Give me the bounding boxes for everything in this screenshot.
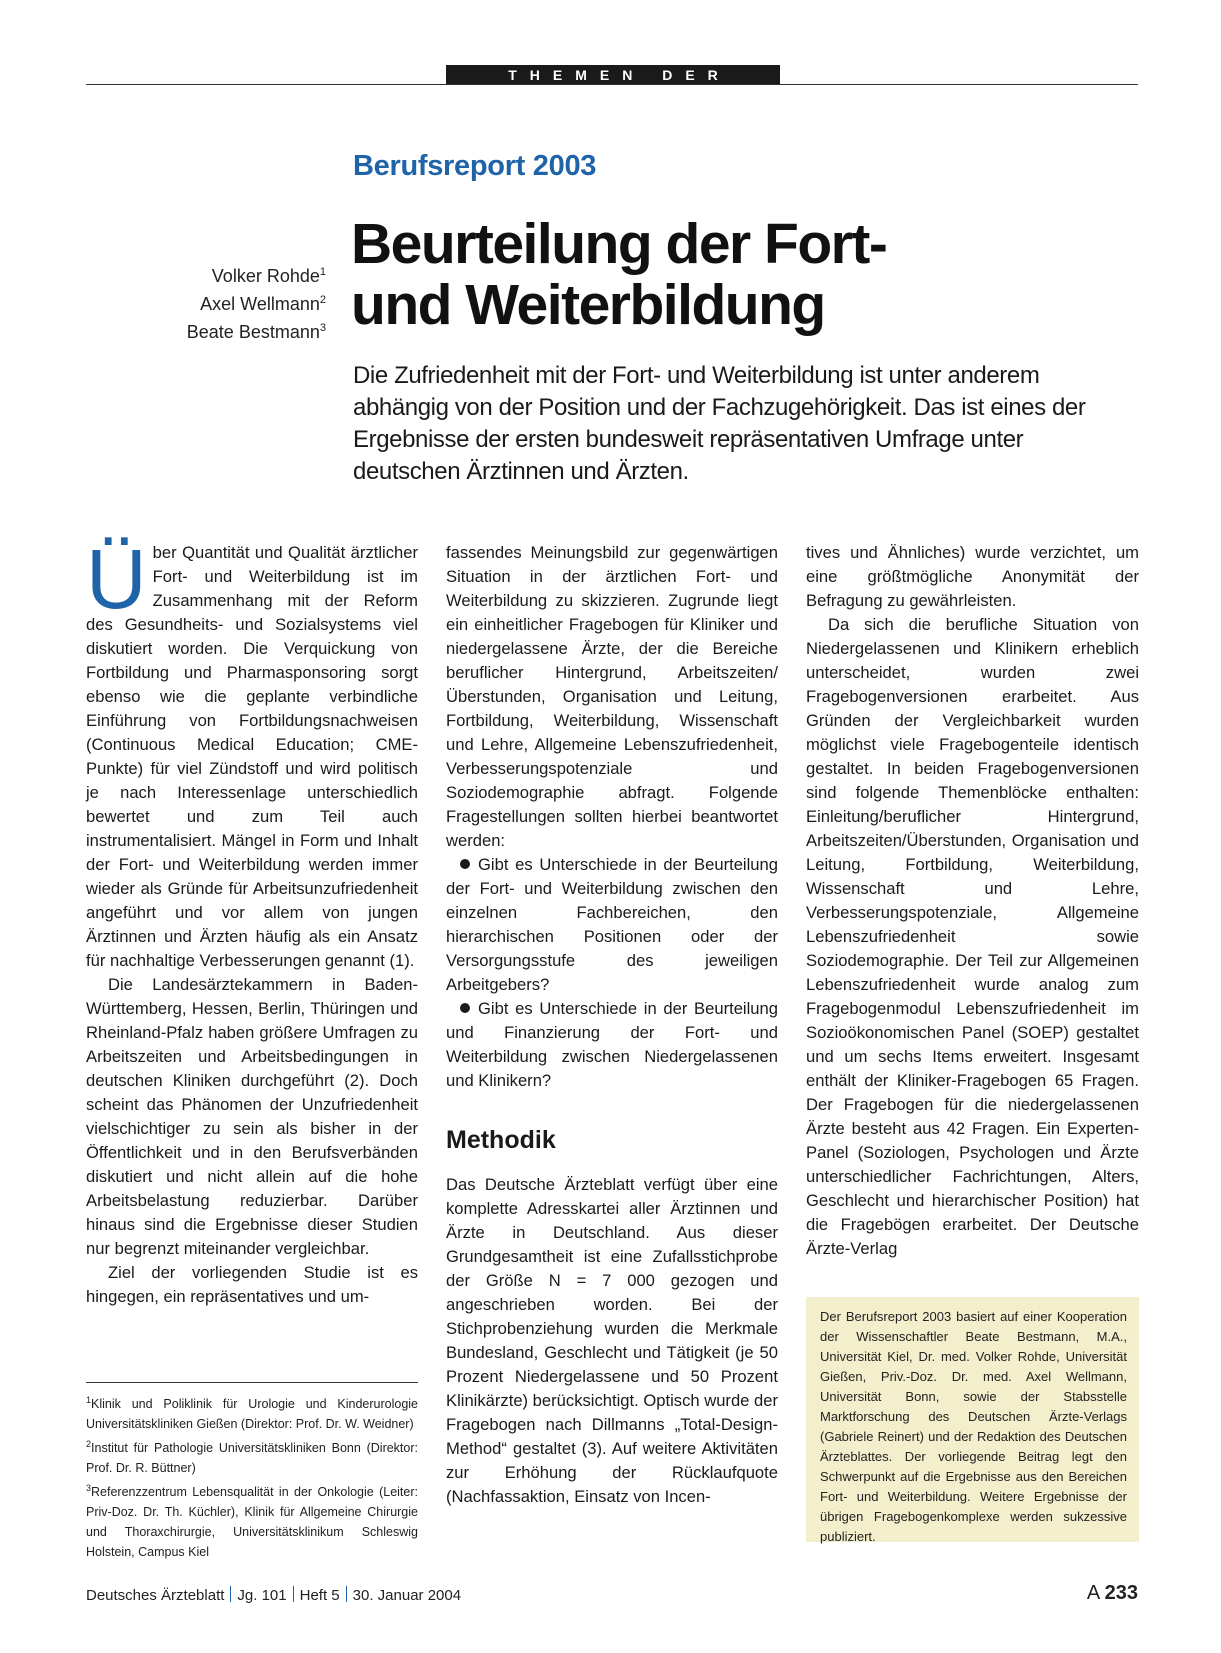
footnote-ref: 2 (86, 1439, 92, 1450)
kicker: Berufsreport 2003 (353, 150, 597, 182)
author-ref: 2 (319, 294, 326, 306)
author-name: Beate Bestmann (186, 322, 320, 342)
issue: Heft 5 (299, 1587, 340, 1604)
page-prefix: A (1086, 1582, 1100, 1604)
issue-date: 30. Januar 2004 (352, 1587, 462, 1604)
body-column-3 (806, 541, 1139, 1261)
body-paragraph: Die Landesärztekammern in Baden-Württemberg, Hessen, Berlin, Thüringen und Rheinland-Pfalz haben größere Umfragen zu Arbeitszeiten und Arbeitsbedingungen in deutschen Kliniken durchgeführt (2). Doch scheint das Phänomen der Unzufriedenheit vielschichtiger zu sein als bisher in der Öffentlichkeit und in den Berufsverbänden diskutiert und nicht allein auf die hohe Arbeitsbelastung reduzierbar. Darüber hinaus sind die Ergebnisse dieser Studien nur begrenzt miteinander vergleichbar. (86, 975, 418, 1258)
bullet-icon (460, 1003, 470, 1013)
body-column-2 (446, 541, 778, 1509)
footnote (86, 1390, 418, 1434)
header-rule (86, 84, 1138, 85)
author-ref: 1 (319, 266, 326, 278)
bullet-icon (460, 859, 470, 869)
subheading: Methodik (446, 1126, 556, 1154)
section-label: THEMEN DER ZEIT (446, 65, 780, 85)
volume: Jg. 101 (237, 1587, 287, 1604)
bullet-text: Gibt es Unterschiede in der Beurteilung und Finanzierung der Fort- und Weiterbildung zwischen Niedergelassenen und Klinikern? (446, 999, 778, 1090)
page-number (1087, 1582, 1138, 1605)
footnote-text: Institut für Pathologie Universitätskliniken Bonn (Direktor: Prof. Dr. R. Büttner) (86, 1441, 418, 1476)
author-list (140, 260, 326, 344)
info-box: Der Berufsreport 2003 basiert auf einer Kooperation der Wissenschaftler Beate Bestmann, M.A., Universität Kiel, Dr. med. Volker Rohde, Universität Gießen, Priv.-Doz. Dr. med. Axel Wellmann, Universität Bonn, sowie der Stabsstelle Marktforschung des Deutschen Ärzte-Verlags (Gabriele Reinert) und der Redaktion des Deutschen Ärzteblattes. Der vorliegende Beitrag legt den Schwerpunkt auf die Ergebnisse aus den Bereichen Fort- und Weiterbildung. Weitere Ergebnisse der übrigen Fragebogenkomplexe werden sukzessive publiziert. (806, 1297, 1139, 1542)
author (140, 288, 326, 316)
lead-paragraph: Die Zufriedenheit mit der Fort- und Weiterbildung ist unter anderem abhängig von der Position und der Fachzugehörigkeit. Das ist eines der Ergebnisse der ersten bundesweit repräsentativen Umfrage unter deutschen Ärztinnen und Ärzten. (353, 362, 1086, 485)
footnote (86, 1478, 418, 1562)
page-footer (86, 1582, 1138, 1614)
author (140, 260, 326, 288)
footer-separator (293, 1586, 294, 1602)
footnotes (86, 1390, 418, 1562)
body-paragraph: Da sich die berufliche Situation von Niedergelassenen und Klinikern erheblich unterscheidet, wurden zwei Fragebogenversionen erarbeitet. Aus Gründen der Vergleichbarkeit wurden möglichst viele Fragebogenteile identisch gestaltet. In beiden Fragebogenversionen sind folgende Themenblöcke enthalten: Einleitung/beruflicher Hintergrund, Arbeitszeiten/Überstunden, Organisation und Leitung, Fortbildung, Weiterbildung, Wissenschaft und Lehre, Verbesserungspotenziale, Allgemeine Lebenszufriedenheit sowie Soziodemographie. Der Teil zur Allgemeinen Lebenszufriedenheit wurde analog zum Fragebogenmodul Lebenszufriedenheit im Sozioökonomischen Panel (SOEP) gestaltet und um sechs Items erweitert. Insgesamt enthält der Kliniker-Fragebogen 65 Fragen. Der Fragebogen für die niedergelassenen Ärzte besteht aus 42 Fragen. Ein Experten-Panel (Soziologen, Psychologen und Ärzte unterschiedlicher Fachrichtungen, Alters, Geschlecht und hierarchischer Position) hat die Fragebögen erarbeitet. Der Deutsche Ärzte-Verlag (806, 615, 1139, 1258)
author-name: Axel Wellmann (200, 294, 320, 314)
author (140, 316, 326, 344)
footnote-ref: 3 (86, 1483, 92, 1494)
headline-line-1: Beurteilung der Fort- (351, 212, 887, 276)
body-column-1 (86, 532, 418, 1309)
body-paragraph: Ziel der vorliegenden Studie ist es hingegen, ein repräsentatives und um- (86, 1263, 418, 1306)
footnote (86, 1434, 418, 1478)
footer-separator (230, 1586, 231, 1602)
body-paragraph: tives und Ähnliches) wurde verzichtet, um eine größtmögliche Anonymität der Befragung zu gewährleisten. (806, 543, 1139, 610)
footnote-rule (86, 1382, 418, 1383)
footnote-text: Klinik und Poliklinik für Urologie und Kinderurologie Universitätskliniken Gießen (Direktor: Prof. Dr. W. Weidner) (86, 1397, 418, 1432)
footnote-ref: 1 (86, 1395, 92, 1405)
drop-cap: Ü (86, 532, 147, 626)
page-number-value: 233 (1104, 1582, 1138, 1604)
body-paragraph: fassendes Meinungsbild zur gegenwärtigen Situation in der ärztlichen Fort- und Weiterbildung zu skizzieren. Zugrunde liegt ein einheitlicher Fragebogen für Kliniker und niedergelassene Ärzte, der die Bereiche beruflicher Hintergrund, Arbeitszeiten/Überstunden, Organisation und Leitung, Fortbildung, Weiterbildung, Wissenschaft und Lehre, Allgemeine Lebenszufriedenheit, Verbesserungspotenziale und Soziodemographie abfragt. Folgende Fragestellungen sollten hierbei beantwortet werden: (446, 543, 778, 850)
bullet-item (446, 997, 778, 1093)
bullet-text: Gibt es Unterschiede in der Beurteilung der Fort- und Weiterbildung zwischen den einzelnen Fachbereichen, den hierarchischen Positionen oder der Versorgungsstufe des jeweiligen Arbeitgebers? (446, 855, 778, 994)
author-name: Volker Rohde (211, 266, 320, 286)
headline-line-2: und Weiterbildung (351, 273, 825, 337)
body-paragraph: Das Deutsche Ärzteblatt verfügt über eine komplette Adresskartei aller Ärztinnen und Ärzte in Deutschland. Aus dieser Grundgesamtheit ist eine Zufallsstichprobe der Größe N = 7 000 gezogen und angeschrieben worden. Bei der Stichprobenziehung wurden die Merkmale Bundesland, Geschlecht und Tätigkeit (je 50 Prozent Niedergelassene und 50 Prozent Klinikärzte) berücksichtigt. Optisch wurde der Fragebogen nach Dillmanns „Total-Design-Method“ gestaltet (3). Auf weitere Aktivitäten zur Erhöhung der Rücklaufquote (Nachfassaktion, Einsatz von Incen- (446, 1175, 779, 1506)
headline (351, 214, 1071, 336)
author-ref: 3 (319, 322, 326, 334)
journal-name: Deutsches Ärzteblatt (86, 1587, 225, 1604)
footnote-text: Referenzzentrum Lebensqualität in der Onkologie (Leiter: Priv-Doz. Dr. Th. Küchler), Klinik für Allgemeine Chirurgie und Thoraxchirurgie, Universitätsklinikum Schleswig Holstein, Campus Kiel (86, 1485, 418, 1560)
footer-separator (346, 1586, 347, 1602)
body-paragraph (86, 532, 418, 973)
bullet-item (446, 853, 778, 997)
paragraph-text: ber Quantität und Qualität ärztlicher Fort- und Weiterbildung ist im Zusammenhang mit der Reform des Gesundheits- und Sozialsystems viel diskutiert worden. Die Verquickung von Fortbildung und Pharmasponsoring sorgt ebenso wie die geplante verbindliche Einführung von Fortbildungsnachweisen (Continuous Medical Education; CME-Punkte) für viel Zündstoff und wird politisch je nach Interessenlage unterschiedlich bewertet und zum Teil auch instrumentalisiert. Mängel in Form und Inhalt der Fort- und Weiterbildung werden immer wieder als Gründe für Arbeitsunzufriedenheit angeführt und vor allem von jungen Ärztinnen und Ärzten häufig als ein Ansatz für nachhaltige Verbesserungen genannt (1). (86, 543, 418, 970)
